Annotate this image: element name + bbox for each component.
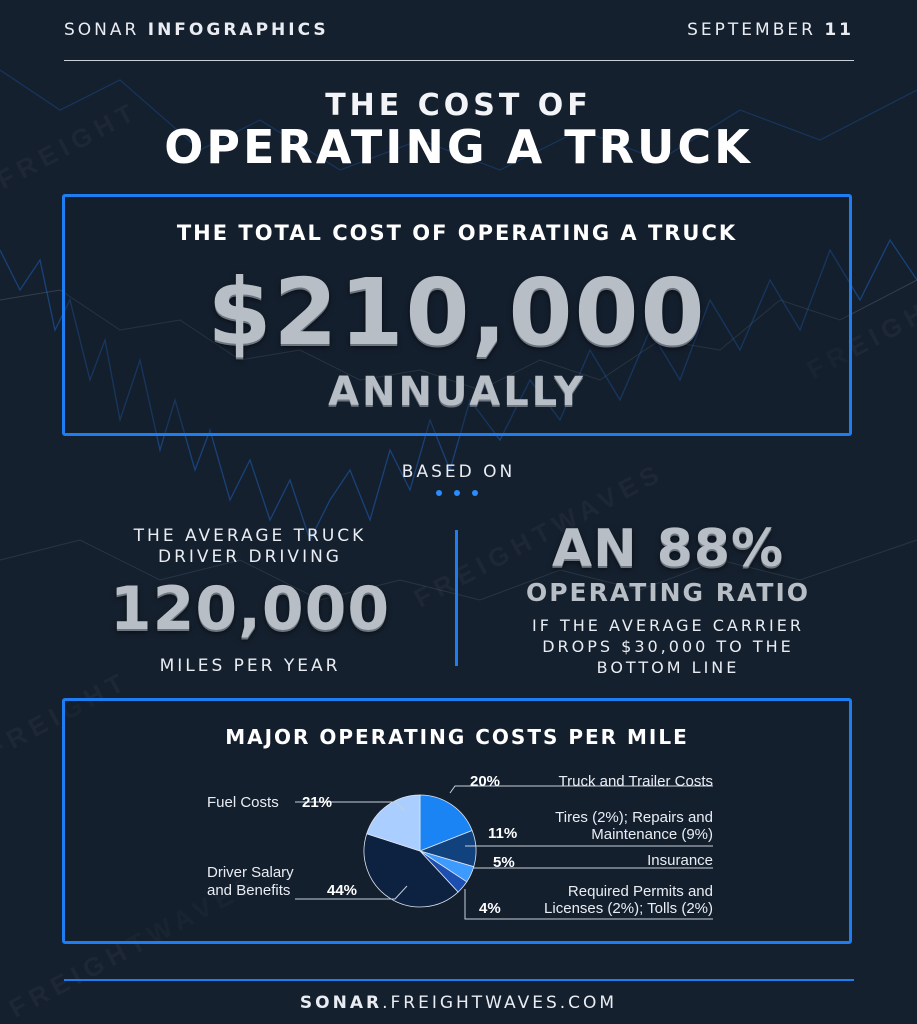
top-divider bbox=[64, 60, 854, 61]
miles-stat-line2: DRIVER DRIVING bbox=[158, 547, 342, 567]
tires-label-2: Maintenance (9%) bbox=[591, 826, 713, 843]
bottom-divider bbox=[64, 979, 854, 981]
operating-ratio-text bbox=[478, 615, 858, 678]
operating-ratio-line2: DROPS $30,000 TO THE bbox=[542, 637, 794, 656]
page-title-line1: THE COST OF bbox=[325, 88, 592, 123]
dot bbox=[454, 490, 460, 496]
miles-stat bbox=[80, 526, 420, 676]
dot bbox=[472, 490, 478, 496]
driver-label-1: Driver Salary bbox=[207, 864, 294, 881]
permits-label-2: Licenses (2%); Tolls (2%) bbox=[544, 900, 713, 917]
top-bar bbox=[64, 20, 854, 48]
permits-label-1: Required Permits and bbox=[567, 883, 713, 900]
driver-label-2: and Benefits bbox=[207, 882, 291, 899]
brand-bold: INFOGRAPHICS bbox=[147, 20, 329, 40]
truck-pct: 20% bbox=[470, 773, 501, 790]
permits-pct: 4% bbox=[479, 900, 501, 917]
miles-stat-unit: MILES PER YEAR bbox=[159, 656, 341, 676]
date-day: 11 bbox=[824, 20, 854, 40]
brand-light: SONAR bbox=[64, 20, 140, 40]
footer-url[interactable] bbox=[0, 993, 917, 1013]
miles-stat-value: 120,000 bbox=[109, 574, 391, 644]
vertical-divider bbox=[455, 530, 458, 666]
footer-url-rest: .FREIGHTWAVES.COM bbox=[382, 993, 618, 1013]
page-title-line2: OPERATING A TRUCK bbox=[164, 120, 753, 174]
operating-ratio-stat bbox=[478, 520, 858, 678]
publish-date bbox=[687, 20, 854, 40]
insurance-pct: 5% bbox=[493, 854, 515, 871]
operating-ratio-value: AN 88% bbox=[551, 519, 785, 579]
truck-label: Truck and Trailer Costs bbox=[558, 773, 713, 790]
operating-ratio-label: OPERATING RATIO bbox=[525, 578, 811, 607]
date-month: SEPTEMBER bbox=[687, 20, 816, 40]
total-cost-heading: THE TOTAL COST OF OPERATING A TRUCK bbox=[176, 221, 738, 245]
insurance-label: Insurance bbox=[647, 852, 713, 869]
total-cost-amount: $210,000 bbox=[207, 259, 707, 366]
tires-label-1: Tires (2%); Repairs and bbox=[555, 809, 713, 826]
operating-ratio-line3: BOTTOM LINE bbox=[596, 658, 740, 677]
costs-heading: MAJOR OPERATING COSTS PER MILE bbox=[225, 725, 689, 749]
operating-ratio-line1: IF THE AVERAGE CARRIER bbox=[531, 616, 804, 635]
brand-logo bbox=[64, 20, 329, 40]
dot bbox=[436, 490, 442, 496]
costs-per-mile-box bbox=[62, 698, 852, 944]
driver-pct: 44% bbox=[327, 882, 358, 899]
tires-pct: 11% bbox=[488, 825, 518, 842]
fuel-pct: 21% bbox=[302, 794, 333, 811]
footer-url-bold: SONAR bbox=[299, 993, 383, 1013]
based-on-label: BASED ON bbox=[401, 462, 516, 482]
fuel-label: Fuel Costs bbox=[207, 794, 279, 811]
total-cost-box bbox=[62, 194, 852, 436]
miles-stat-line1: THE AVERAGE TRUCK bbox=[133, 526, 367, 546]
total-cost-period: ANNUALLY bbox=[328, 369, 586, 415]
separator-dots bbox=[434, 490, 484, 500]
